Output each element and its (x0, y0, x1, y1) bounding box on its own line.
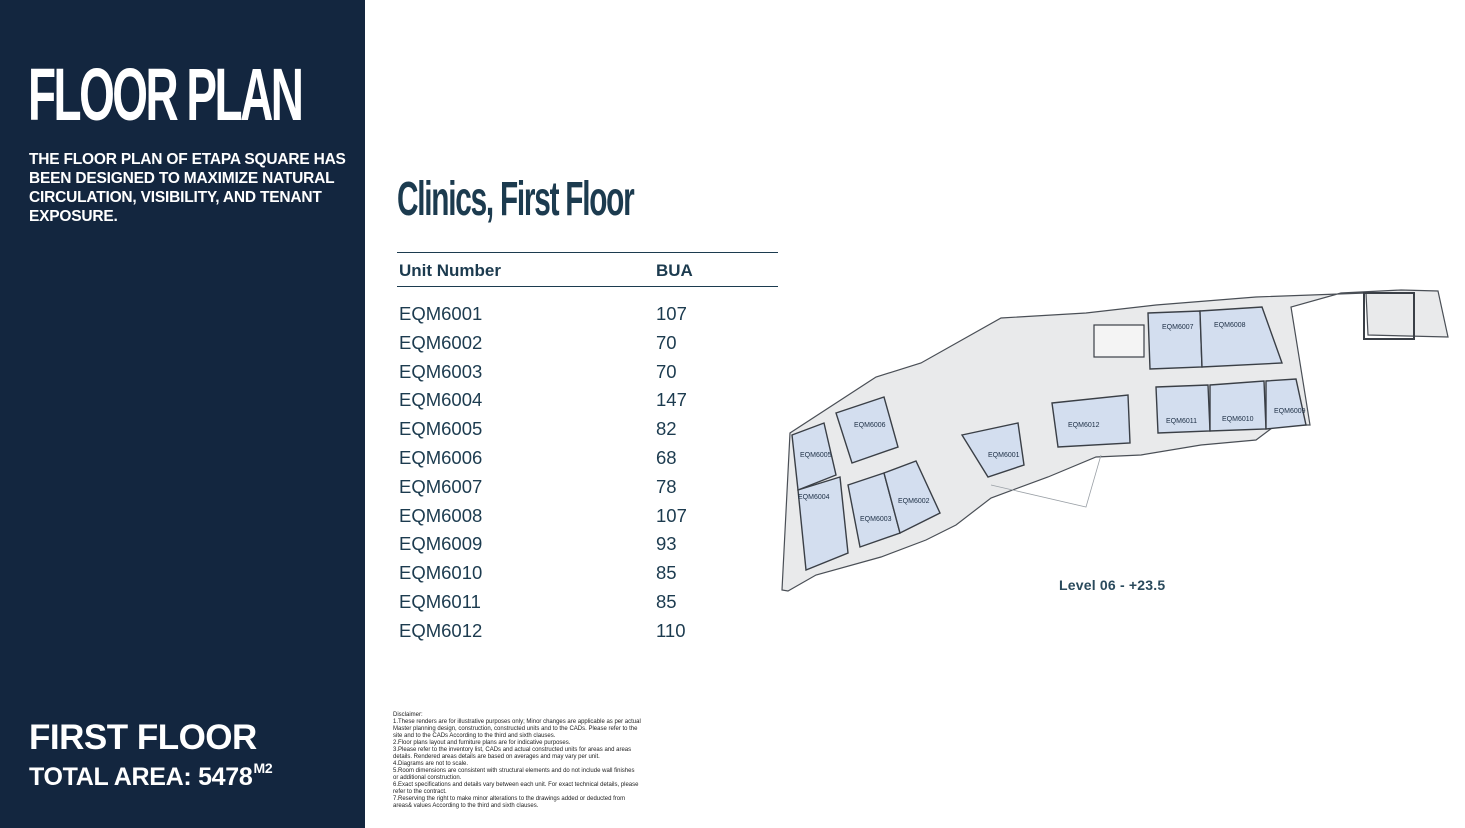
unit-bua: 85 (656, 590, 677, 612)
unit-number: EQM6003 (399, 360, 483, 382)
unit-bua: 70 (656, 360, 677, 382)
unit-number: EQM6011 (399, 590, 481, 612)
disclaimer (393, 712, 641, 810)
unit-number: EQM6008 (399, 504, 483, 526)
plan-tag-6008: EQM6008 (1214, 322, 1246, 329)
disclaimer-item: 5.Room dimensions are consistent with structural elements and do not include wall finishes or additional construction. (393, 768, 635, 781)
disclaimer-item: 2.Floor plans layout and furniture plans are for indicative purposes. (393, 740, 571, 746)
plan-tag-6006: EQM6006 (854, 422, 886, 429)
level-label: Level 06 - +23.5 (1059, 577, 1166, 593)
unit-bua: 85 (656, 562, 677, 584)
disclaimer-item: 1.These renders are for illustrative purposes only; Minor changes are applicable as per actual Master planning design, construction, constructed units and to the CADs. Please refer to the site and to the CADs According to the third and sixth clauses. (393, 719, 641, 739)
plan-tag-6009: EQM6009 (1274, 408, 1306, 415)
unit-number: EQM6012 (399, 619, 483, 641)
disclaimer-item: 6.Exact specifications and details vary between each unit. For exact technical details, please refer to the contract. (393, 782, 639, 795)
table-row (397, 358, 778, 387)
unit-number: EQM6009 (399, 533, 483, 555)
table-row (397, 329, 778, 358)
plan-tag-6004: EQM6004 (798, 494, 830, 501)
plan-tag-6003: EQM6003 (860, 516, 892, 523)
disclaimer-title: Disclaimer: (393, 712, 423, 718)
plan-tag-6011: EQM6011 (1166, 418, 1197, 425)
disclaimer-item: 3.Please refer to the inventory list, CADs and actual constructed units for areas and areas details. Rendered areas details are based on averages and may vary per unit. (393, 747, 632, 760)
unit-bua: 107 (656, 504, 687, 526)
table-row (397, 386, 778, 415)
table-row (397, 559, 778, 588)
total-area-value: TOTAL AREA: 5478 (29, 763, 253, 791)
table-row (397, 300, 778, 329)
unit-6012 (1052, 395, 1130, 447)
plan-tag-6002: EQM6002 (898, 498, 930, 505)
disclaimer-item: 7.Reserving the right to make minor alterations to the drawings added or deducted from areas& values According to the third and sixth clauses. (393, 796, 626, 809)
floor-plan-drawing (776, 285, 1456, 595)
unit-bua: 107 (656, 303, 687, 324)
unit-table (397, 252, 778, 646)
table-body (397, 300, 778, 646)
unit-bua: 78 (656, 475, 677, 497)
total-area-unit: M2 (253, 760, 273, 776)
sidebar (0, 0, 365, 828)
page-title: FLOOR PLAN (28, 53, 302, 136)
table-row (397, 444, 778, 473)
unit-number: EQM6010 (399, 562, 483, 584)
unit-bua: 70 (656, 331, 677, 353)
plan-tag-6010: EQM6010 (1222, 416, 1254, 423)
table-header (397, 252, 778, 287)
floor-label: FIRST FLOOR (29, 718, 257, 757)
table-row (397, 530, 778, 559)
header-unit-number: Unit Number (399, 261, 501, 280)
unit-6004 (798, 477, 848, 570)
table-row (397, 415, 778, 444)
unit-number: EQM6006 (399, 446, 483, 468)
unit-bua: 93 (656, 533, 677, 555)
unit-bua: 110 (656, 619, 686, 641)
plan-tag-6012: EQM6012 (1068, 422, 1100, 429)
unit-number: EQM6001 (399, 303, 483, 324)
unit-6010 (1210, 381, 1266, 431)
plan-tag-6005: EQM6005 (800, 452, 832, 459)
header-bua: BUA (656, 261, 693, 280)
disclaimer-item: 4.Diagrams are not to scale. (393, 761, 469, 767)
unit-6011 (1156, 385, 1210, 433)
plan-tag-6007: EQM6007 (1162, 324, 1194, 331)
unit-number: EQM6004 (399, 389, 483, 411)
table-row (397, 588, 778, 617)
plan-tag-6001: EQM6001 (988, 452, 1020, 459)
intro-text: THE FLOOR PLAN OF ETAPA SQUARE HAS BEEN DESIGNED TO MAXIMIZE NATURAL CIRCULATION, VISIBILITY, AND TENANT EXPOSURE. (29, 151, 346, 225)
unit-number: EQM6002 (399, 331, 483, 353)
unit-bua: 68 (656, 446, 677, 468)
unit-6007 (1148, 311, 1202, 369)
unit-bua: 147 (656, 389, 687, 411)
section-title: Clinics, First Floor (397, 173, 634, 226)
lift-core (1094, 325, 1144, 357)
total-area (29, 760, 272, 792)
table-row (397, 617, 778, 646)
table-row (397, 502, 778, 531)
unit-number: EQM6005 (399, 418, 483, 440)
unit-bua: 82 (656, 418, 677, 440)
unit-number: EQM6007 (399, 475, 483, 497)
table-row (397, 473, 778, 502)
